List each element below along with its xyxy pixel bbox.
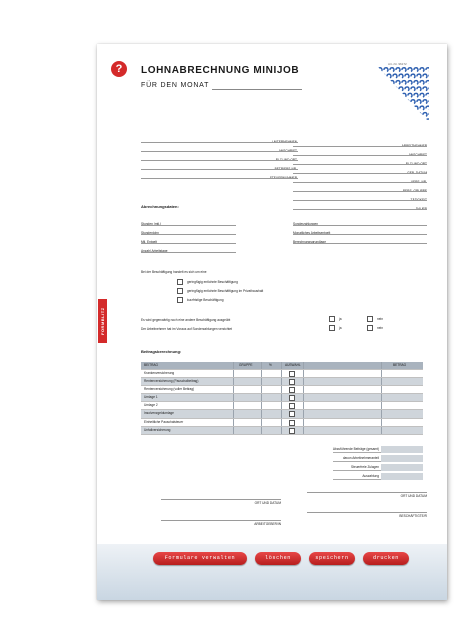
waiver-no-checkbox[interactable] xyxy=(367,325,373,331)
month-input-line[interactable] xyxy=(212,89,302,90)
employment-option-3-checkbox[interactable] xyxy=(177,297,183,303)
form-document xyxy=(97,44,447,600)
monthly-earnings-field[interactable] xyxy=(293,234,427,235)
abrechnung-heading: Abrechnungsdaten: xyxy=(141,204,179,209)
employee-activity-label: TÄTIGKEIT xyxy=(410,198,427,202)
hours-field[interactable] xyxy=(141,225,236,226)
employer-company-label: UNTERNEHMEN xyxy=(272,140,297,144)
calc-basis-field[interactable] xyxy=(293,243,427,244)
row-label: Unfallversicherung xyxy=(144,427,171,432)
row-select-checkbox[interactable] xyxy=(289,395,295,401)
payout-row xyxy=(333,473,423,480)
table-row xyxy=(141,370,423,378)
hourly-wage-field[interactable] xyxy=(141,234,236,235)
employee-birthdate-label: GEB.-DATUM xyxy=(407,171,427,175)
employee-insurance-field[interactable] xyxy=(293,182,427,183)
row-label: Einheitliche Pauschalsteuer xyxy=(144,419,184,424)
hours-label: Stunden (mtl.) xyxy=(141,222,162,226)
employment-type-intro: Bei der Beschäftigung handelt es sich um eine xyxy=(141,270,207,274)
employee-name-field[interactable] xyxy=(293,146,427,147)
form-title: LOHNABRECHNUNG MINIJOB xyxy=(141,65,300,76)
other-employment-yes-checkbox[interactable] xyxy=(329,316,335,322)
row-label: Insolvenzgeldumlage xyxy=(144,411,174,416)
col-betrag-header: BETRAG xyxy=(393,363,407,367)
col-percent-header: % xyxy=(269,363,272,367)
employer-address-field[interactable] xyxy=(141,151,298,152)
special-payments-label: Sonderzahlungen xyxy=(293,222,318,226)
employment-option-3-label: kurzfristige Beschäftigung xyxy=(187,298,224,302)
employer-betriebsnr-label: BETRIEBS-NR. xyxy=(274,167,297,171)
employee-share-label: davon Arbeitnehmeranteil xyxy=(342,456,379,460)
employee-signature-field[interactable] xyxy=(307,512,427,513)
employee-place-date-field[interactable] xyxy=(307,492,427,493)
total-contributions-field[interactable] xyxy=(381,446,423,453)
employer-signature-field[interactable] xyxy=(161,520,281,521)
employee-birthdate-field[interactable] xyxy=(293,173,427,174)
monthly-earnings-label: Monatliches Arbeitsentgelt xyxy=(293,231,331,235)
employer-company-field[interactable] xyxy=(141,142,298,143)
employer-place-date-field[interactable] xyxy=(161,499,281,500)
other-employment-yes-label: ja xyxy=(339,317,342,321)
row-select-checkbox[interactable] xyxy=(289,371,295,377)
row-label: Krankenversicherung xyxy=(144,371,175,375)
table-row xyxy=(141,402,423,410)
employee-city-field[interactable] xyxy=(293,164,427,165)
tax-free-allowance-row xyxy=(333,464,423,471)
employer-city-label: PLZ UND ORT xyxy=(275,158,297,162)
employee-signature-label: BESCHÄFTIGTE/R xyxy=(399,514,427,518)
employee-name-label: ARBEITNEHMER xyxy=(401,144,427,148)
employer-betriebsnr-field[interactable] xyxy=(141,169,298,170)
special-payments-field[interactable] xyxy=(293,225,427,226)
table-header-row xyxy=(141,362,423,370)
workdays-field[interactable] xyxy=(141,252,236,253)
waiver-yes-label: ja xyxy=(339,326,342,330)
manage-forms-button[interactable]: Formulare verwalten xyxy=(153,552,247,565)
table-row xyxy=(141,378,423,386)
employment-option-2-checkbox[interactable] xyxy=(177,288,183,294)
employee-duration-field[interactable] xyxy=(293,209,427,210)
beitrag-heading: Beitragsberechnung: xyxy=(141,349,182,354)
row-label: Rentenversicherung (voller Beitrag) xyxy=(144,387,195,392)
employee-place-date-label: ORT UND DATUM xyxy=(400,494,427,498)
row-label: Umlage 1 xyxy=(144,395,158,400)
row-label: Rentenversicherung (Pauschalbeitrag) xyxy=(144,379,199,384)
col-auswahl-header: AUSWAHL xyxy=(285,363,301,367)
monthly-pay-field[interactable] xyxy=(141,243,236,244)
waiver-yes-checkbox[interactable] xyxy=(329,325,335,331)
save-button[interactable]: speichern xyxy=(309,552,355,565)
col-gruppe-header: GRUPPE xyxy=(239,363,253,367)
brand-logo: FORMBLITZ xyxy=(98,299,107,343)
help-icon[interactable]: ? xyxy=(111,61,127,77)
form-subtitle: FÜR DEN MONAT xyxy=(141,82,210,89)
delete-button[interactable]: löschen xyxy=(255,552,301,565)
payout-label: Auszahlung xyxy=(362,474,379,478)
employer-address-label: ANSCHRIFT xyxy=(278,149,297,153)
row-select-checkbox[interactable] xyxy=(289,379,295,385)
workdays-label: Anzahl Arbeitstage xyxy=(141,249,168,253)
payout-field[interactable] xyxy=(381,473,423,480)
employee-address-field[interactable] xyxy=(293,155,427,156)
calc-basis-label: Berechnungsgrundlage xyxy=(293,240,326,244)
monthly-pay-label: Mtl. Entgelt xyxy=(141,240,157,244)
article-number: Art.-Nr. 96172 xyxy=(388,62,407,66)
row-select-checkbox[interactable] xyxy=(289,428,295,434)
hourly-wage-label: Stundenlohn xyxy=(141,231,159,235)
decorative-pattern-icon xyxy=(377,66,429,122)
other-employment-no-checkbox[interactable] xyxy=(367,316,373,322)
employee-duration-label: DAUER xyxy=(415,207,427,211)
waiver-no-label: nein xyxy=(377,326,384,330)
employee-group-field[interactable] xyxy=(293,191,427,192)
row-select-checkbox[interactable] xyxy=(289,420,295,426)
table-row xyxy=(141,410,423,418)
employee-activity-field[interactable] xyxy=(293,200,427,201)
tax-free-allowance-field[interactable] xyxy=(381,464,423,471)
employer-place-date-label: ORT UND DATUM xyxy=(254,501,281,505)
contribution-table xyxy=(141,362,423,435)
table-row xyxy=(141,386,423,394)
waiver-question: Der Arbeitnehmer hat im Voraus auf Sonderzahlungen verzichtet xyxy=(141,327,233,331)
col-beitrag-header: BEITRAG xyxy=(144,363,158,367)
employment-option-1-label: geringfügig entlohnte Beschäftigung xyxy=(187,280,238,284)
total-contributions-row xyxy=(333,446,423,453)
employee-share-row xyxy=(333,455,423,462)
row-select-checkbox[interactable] xyxy=(289,387,295,393)
employee-address-label: ANSCHRIFT xyxy=(408,153,427,157)
table-row xyxy=(141,394,423,402)
other-employment-no-label: nein xyxy=(377,317,384,321)
employment-option-1-checkbox[interactable] xyxy=(177,279,183,285)
row-select-checkbox[interactable] xyxy=(289,411,295,417)
employment-option-2-label: geringfügig entlohnte Beschäftigung im Privathaushalt xyxy=(187,289,264,293)
employer-signature-label: ARBEITGEBER/IN xyxy=(254,522,281,526)
employee-share-field[interactable] xyxy=(381,455,423,462)
table-row xyxy=(141,419,423,427)
print-button[interactable]: drucken xyxy=(363,552,409,565)
other-employment-question: Es wird gegenwärtig noch eine andere Beschäftigung ausgeübt xyxy=(141,318,231,322)
total-contributions-label: Abzuführende Beiträge (gesamt) xyxy=(332,447,379,451)
employer-city-field[interactable] xyxy=(141,160,298,161)
employee-group-label: PERS.-GRUPPE xyxy=(402,189,427,193)
employee-city-label: PLZ UND ORT xyxy=(405,162,427,166)
table-row xyxy=(141,427,423,435)
row-label: Umlage 2 xyxy=(144,403,158,408)
employer-taxnr-field[interactable] xyxy=(141,178,298,179)
tax-free-allowance-label: Steuerfreie Zulagen xyxy=(351,465,379,469)
employer-taxnr-label: STEUERNUMMER xyxy=(269,176,297,180)
row-select-checkbox[interactable] xyxy=(289,403,295,409)
employee-insurance-label: VERS.-NR. xyxy=(410,180,427,184)
